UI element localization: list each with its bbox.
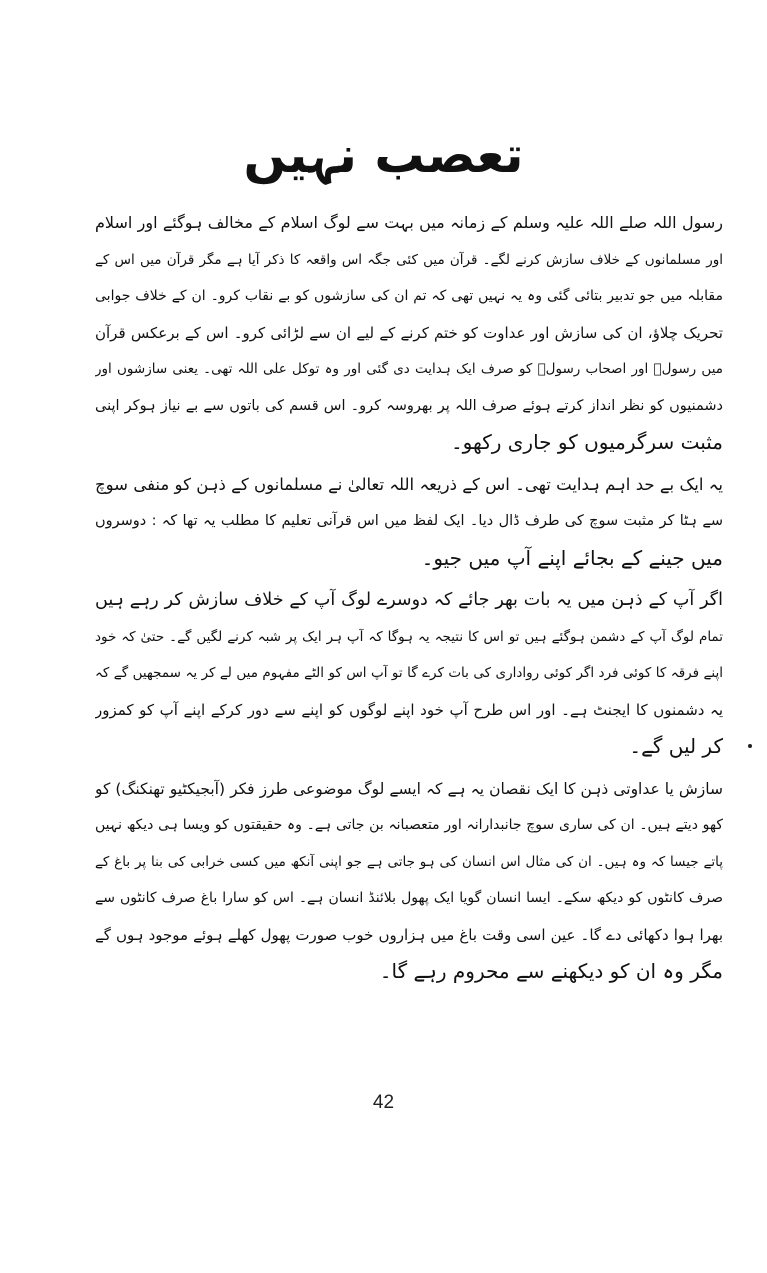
page-title: تعصب نہیں <box>243 126 524 184</box>
text-line: تحریک چلاؤ، ان کی سازش اور عداوت کو ختم کرنے کے لیے ان سے لڑائی کرو۔ اس کے برعکس قرآن <box>95 323 723 342</box>
text-line: میں جینے کے بجائے اپنے آپ میں جیو۔ <box>421 545 723 570</box>
text-line: رسول اللہ صلے اللہ علیہ وسلم کے زمانہ میں بہت سے لوگ اسلام کے مخالف ہوگئے اور اسلام <box>95 213 723 232</box>
text-line: مثبت سرگرمیوں کو جاری رکھو۔ <box>450 430 723 454</box>
text-line: میں رسولؐ اور اصحاب رسولؐ کو صرف ایک ہدایت دی گئی اور وہ توکل علی اللہ تھی۔ یعنی سازشوں اور <box>95 361 723 377</box>
text-line: اور مسلمانوں کے خلاف سازش کرنے لگے۔ قرآن میں کئی جگہ اس واقعہ کا ذکر آیا ہے مگر قرآن میں اس کے <box>95 251 723 268</box>
text-line: یہ ایک بے حد اہم ہدایت تھی۔ اس کے ذریعہ اللہ تعالیٰ نے مسلمانوں کے ذہن کو منفی سوچ <box>95 474 723 494</box>
page-number: 42 <box>372 1092 395 1113</box>
paragraph-1 <box>95 205 723 461</box>
text-line: تمام لوگ آپ کے دشمن ہوگئے ہیں تو اس کا نتیجہ یہ ہوگا کہ آپ ہر ایک پر شبہ کرنے لگیں گے۔ حتیٰ کہ خود <box>95 628 723 645</box>
text-line: اپنے فرقہ کا کوئی فرد اگر کوئی رواداری کی بات کرے گا تو آپ اس کو الٹے مفہوم میں لے کر یہ سمجھیں گے کہ <box>95 665 723 681</box>
margin-dot <box>748 744 752 748</box>
text-line: مگر وہ ان کو دیکھنے سے محروم رہے گا۔ <box>379 959 723 983</box>
text-line: بھرا ہوا دکھائی دے گا۔ عین اسی وقت باغ میں ہزاروں خوب صورت پھول کھلے ہوئے موجود ہوں گے <box>95 925 723 944</box>
text-line: کھو دیتے ہیں۔ ان کی ساری سوچ جانبدارانہ اور متعصبانہ بن جاتی ہے۔ وہ حقیقتوں کو ویسا ہی دیکھ نہیں <box>95 817 723 833</box>
text-line: کر لیں گے۔ <box>629 734 723 758</box>
text-line: پاتے جیسا کہ وہ ہیں۔ ان کی مثال اس انسان کی ہو جاتی ہے جو اپنی آنکھ میں کسی خرابی کی بنا پر باغ کے <box>95 853 723 870</box>
paragraph-3 <box>95 582 723 765</box>
paragraph-2 <box>95 467 723 577</box>
text-line: یہ دشمنوں کا ایجنٹ ہے۔ اور اس طرح آپ خود اپنے لوگوں کو اپنے سے دور کرکے اپنے آپ کو کمزور <box>95 700 723 719</box>
text-line: مقابلہ میں جو تدبیر بتائی گئی وہ یہ نہیں تھی کہ تم ان کی سازشوں کو بے نقاب کرو۔ ان کے خلاف جوابی <box>95 288 723 304</box>
page-body <box>95 205 723 990</box>
text-line: سے ہٹا کر مثبت سوچ کی طرف ڈال دیا۔ ایک لفظ میں اس قرآنی تعلیم کا مطلب یہ تھا کہ : دوسروں <box>95 513 723 529</box>
text-line: صرف کانٹوں کو دیکھ سکے۔ ایسا انسان گویا ایک پھول بلائنڈ انسان ہے۔ اس کو سارا باغ صرف کانٹوں سے <box>95 890 723 906</box>
text-line: سازش یا عداوتی ذہن کا ایک نقصان یہ ہے کہ ایسے لوگ موضوعی طرز فکر (آبجیکٹیو تھنکنگ) کو <box>95 779 723 798</box>
text-line: اگر آپ کے ذہن میں یہ بات بھر جائے کہ دوسرے لوگ آپ کے خلاف سازش کر رہے ہیں <box>95 590 723 610</box>
text-line: دشمنیوں کو نظر انداز کرتے ہوئے صرف اللہ پر بھروسہ کرو۔ اس قسم کی باتوں سے بے نیاز ہوکر اپنی <box>95 397 723 414</box>
paragraph-4 <box>95 771 723 990</box>
